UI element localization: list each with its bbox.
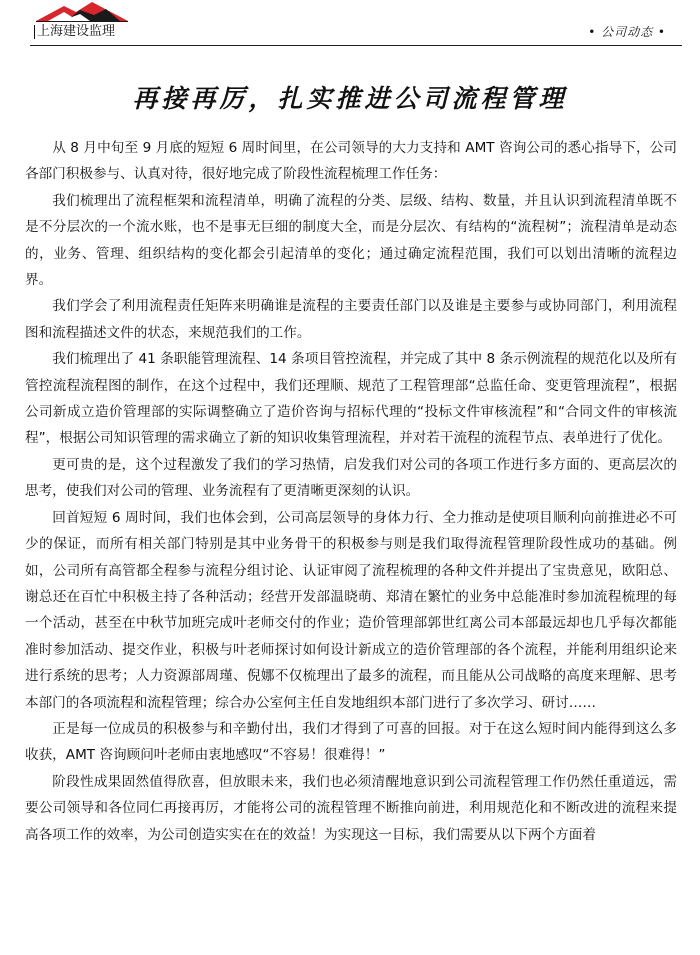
header-divider	[30, 45, 682, 46]
company-logo-icon	[36, 0, 128, 22]
company-name: 上海建设监理	[37, 24, 116, 39]
paragraph: 阶段性成果固然值得欣喜，但放眼未来，我们也必须清醒地意识到公司流程管理工作仍然任重道远，需要公司领导和各位同仁再接再厉，才能将公司的流程管理不断推向前进，利用规范化和不断改进的流程来提高各项工作的效率，为公司创造实实在在的效益！为实现这一目标，我们需要从以下两个方面着	[25, 773, 677, 843]
paragraph: 从 8 月中旬至 9 月底的短短 6 周时间里，在公司领导的大力支持和 AMT 咨询公司的悉心指导下，公司各部门积极参与、认真对待，很好地完成了阶段性流程梳理工作任务：	[25, 140, 677, 183]
paragraph: 正是每一位成员的积极参与和辛勤付出，我们才得到了可喜的回报。对于在这么短时间内能得到这么多收获，AMT 咨询顾问叶老师由衷地感叹“不容易！很难得！”	[25, 720, 677, 764]
article-body	[25, 135, 677, 848]
paragraph: 更可贵的是，这个过程激发了我们的学习热情，启发我们对公司的各项工作进行多方面的、更高层次的思考，使我们对公司的管理、业务流程有了更清晰更深刻的认识。	[25, 456, 677, 500]
paragraph: 我们梳理出了流程框架和流程清单，明确了流程的分类、层级、结构、数量，并且认识到流程清单既不是不分层次的一个流水账，也不是事无巨细的制度大全，而是分层次、有结构的“流程树”；流程清单是动态的，业务、管理、组织结构的变化都会引起清单的变化；通过确定流程范围，我们可以划出清晰的流程边界。	[25, 192, 677, 289]
paragraph: 我们梳理出了 41 条职能管理流程、14 条项目管控流程，并完成了其中 8 条示例流程的规范化以及所有管控流程流程图的制作，在这个过程中，我们还理顺、规范了工程管理部“总监任命、变更管理流程”，根据公司新成立造价管理部的实际调整确立了造价咨询与招标代理的“投标文件审核流程”和“合同文件的审核流程”，根据公司知识管理的需求确立了新的知识收集管理流程，并对若干流程的流程节点、表单进行了优化。	[25, 351, 677, 447]
page-header	[0, 0, 700, 48]
paragraph: 我们学会了利用流程责任矩阵来明确谁是流程的主要责任部门以及谁是主要参与或协同部门，利用流程图和流程描述文件的状态，来规范我们的工作。	[25, 298, 677, 341]
article-title: 再接再厉，扎实推进公司流程管理	[132, 84, 568, 113]
paragraph: 回首短短 6 周时间，我们也体会到，公司高层领导的身体力行、全力推动是使项目顺利向前推进必不可少的保证，而所有相关部门特别是其中业务骨干的积极参与则是我们取得流程管理阶段性成功的基础。例如，公司所有高管都全程参与流程分组讨论、认证审阅了流程梳理的各种文件并提出了宝贵意见，欧阳总、谢总还在百忙中积极主持了各种活动；经营开发部温晓萌、郑清在繁忙的业务中总能准时参加流程梳理的每一个活动，甚至在中秋节加班完成叶老师交付的作业；造价管理部郭世红离公司本部最远却也几乎每次都能准时参加活动、提交作业，积极与叶老师探讨如何设计新成立的造价管理部的各个流程，并能利用组织论来进行系统的思考；人力资源部周瑾、倪娜不仅梳理出了最多的流程，而且能从公司战略的高度来理解、思考本部门的各项流程和流程管理；综合办公室何主任自发地组织本部门进行了多次学习、研讨……	[25, 509, 677, 711]
section-name: • 公司动态 •	[588, 25, 666, 39]
